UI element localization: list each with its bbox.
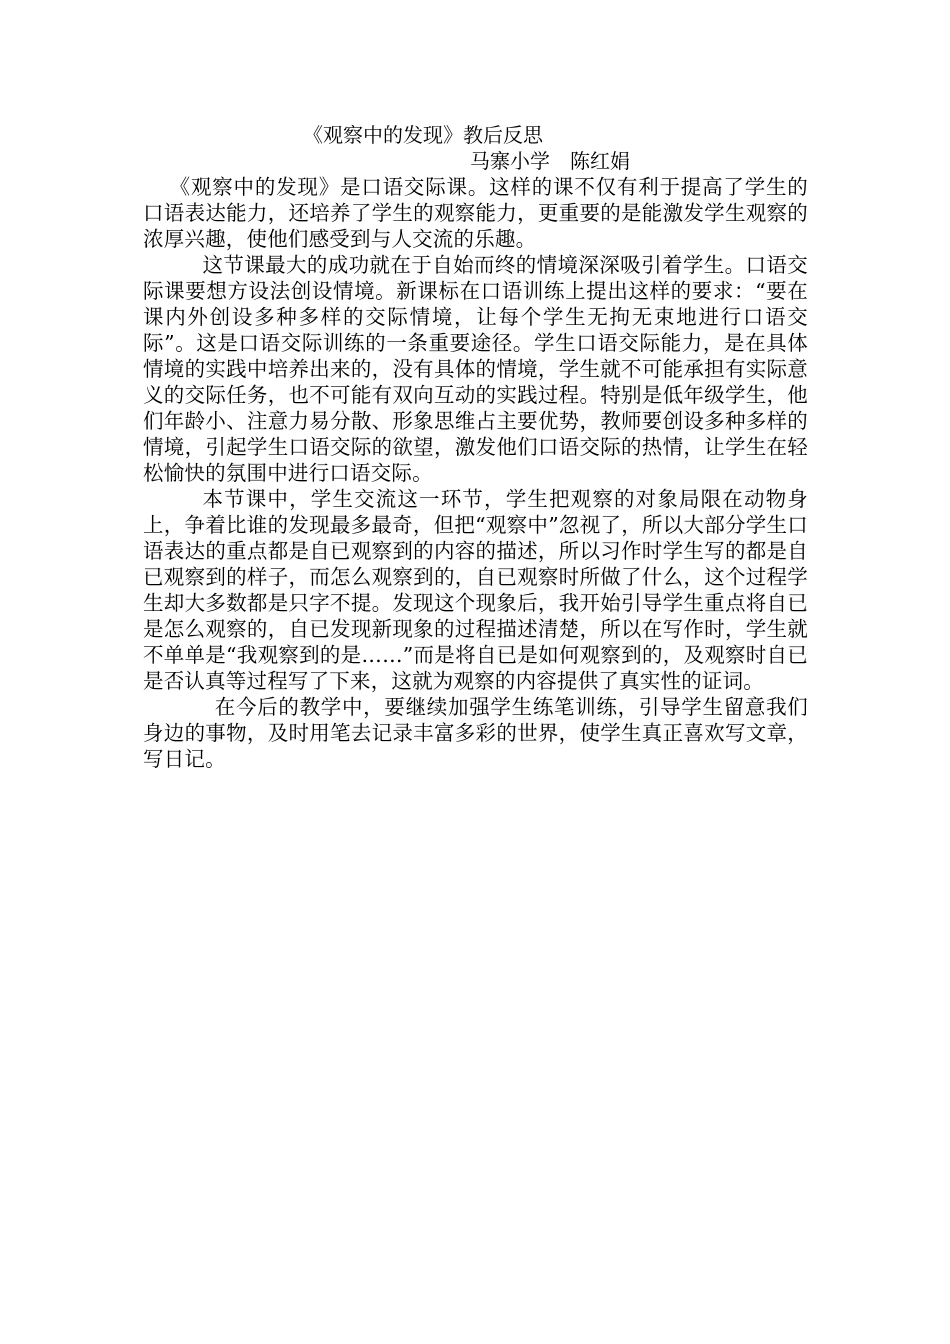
author-line: 马寨小学 陈红娟	[470, 149, 630, 173]
document-title: 《观察中的发现》教后反思	[303, 123, 543, 147]
paragraph-1: 《观察中的发现》是口语交际课。这样的课不仅有利于提高了学生的口语表达能力，还培养了学生的观察能力，更重要的是能激发学生观察的浓厚兴趣，使他们感受到与人交流的乐趣。	[143, 175, 808, 251]
paragraph-3: 本节课中，学生交流这一环节，学生把观察的对象局限在动物身上，争着比谁的发现最多最奇，但把“观察中”忽视了，所以大部分学生口语表达的重点都是自已观察到的内容的描述，所以习作时学生写的都是自已观察到的样子，而怎么观察到的，自已观察时所做了什么，这个过程学生却大多数都是只字不提。发现这个现象后，我开始引导学生重点将自已是怎么观察的，自已发现新现象的过程描述清楚，所以在写作时，学生就不单单是“我观察到的是……”而是将自已是如何观察到的，及观察时自已是否认真等过程写了下来，这就为观察的内容提供了真实性的证词。	[143, 487, 808, 693]
document-page	[143, 122, 808, 772]
paragraph-2: 这节课最大的成功就在于自始而终的情境深深吸引着学生。口语交际课要想方设法创设情境。新课标在口语训练上提出这样的要求：“要在课内外创设多种多样的交际情境，让每个学生无拘无束地进行口语交际”。这是口语交际训练的一条重要途径。学生口语交际能力，是在具体情境的实践中培养出来的，没有具体的情境，学生就不可能承担有实际意义的交际任务，也不可能有双向互动的实践过程。特别是低年级学生，他们年龄小、注意力易分散、形象思维占主要优势，教师要创设多种多样的情境，引起学生口语交际的欲望，激发他们口语交际的热情，让学生在轻松愉快的氛围中进行口语交际。	[143, 253, 808, 485]
paragraph-4: 在今后的教学中，要继续加强学生练笔训练，引导学生留意我们身边的事物，及时用笔去记录丰富多彩的世界，使学生真正喜欢写文章，写日记。	[143, 695, 808, 771]
